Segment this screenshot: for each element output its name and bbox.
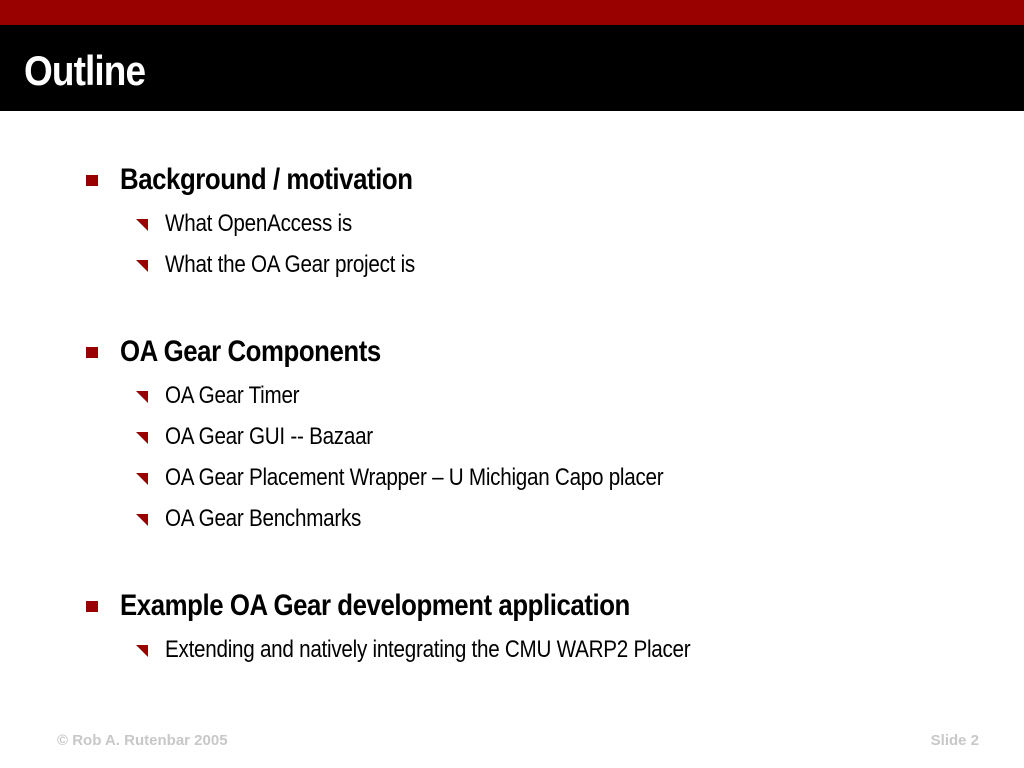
outline-subitem-label: OA Gear Timer bbox=[165, 382, 300, 409]
triangle-bullet-icon bbox=[136, 391, 148, 403]
outline-subitem-label: OA Gear Benchmarks bbox=[165, 505, 362, 532]
triangle-bullet-icon bbox=[136, 432, 148, 444]
triangle-bullet-icon bbox=[136, 514, 148, 526]
outline-item-label: Background / motivation bbox=[120, 163, 413, 196]
outline-item-label: OA Gear Components bbox=[120, 335, 381, 368]
triangle-bullet-icon bbox=[136, 260, 148, 272]
slide-number: Slide 2 bbox=[930, 732, 979, 749]
triangle-bullet-icon bbox=[136, 473, 148, 485]
outline-subitem-label: Extending and natively integrating the CMU WARP2 Placer bbox=[165, 636, 691, 663]
outline-subitem-label: OA Gear GUI -- Bazaar bbox=[165, 423, 373, 450]
outline-item-label: Example OA Gear development application bbox=[120, 589, 630, 622]
outline-subitem-label: What the OA Gear project is bbox=[165, 251, 416, 278]
triangle-bullet-icon bbox=[136, 645, 148, 657]
square-bullet-icon bbox=[86, 601, 98, 612]
outline-subitem-label: What OpenAccess is bbox=[165, 210, 352, 237]
square-bullet-icon bbox=[86, 175, 98, 186]
outline-subitem-label: OA Gear Placement Wrapper – U Michigan Capo placer bbox=[165, 464, 664, 491]
square-bullet-icon bbox=[86, 347, 98, 358]
footer-copyright: © Rob A. Rutenbar 2005 bbox=[57, 732, 228, 749]
slide-title: Outline bbox=[24, 47, 146, 94]
triangle-bullet-icon bbox=[136, 219, 148, 231]
